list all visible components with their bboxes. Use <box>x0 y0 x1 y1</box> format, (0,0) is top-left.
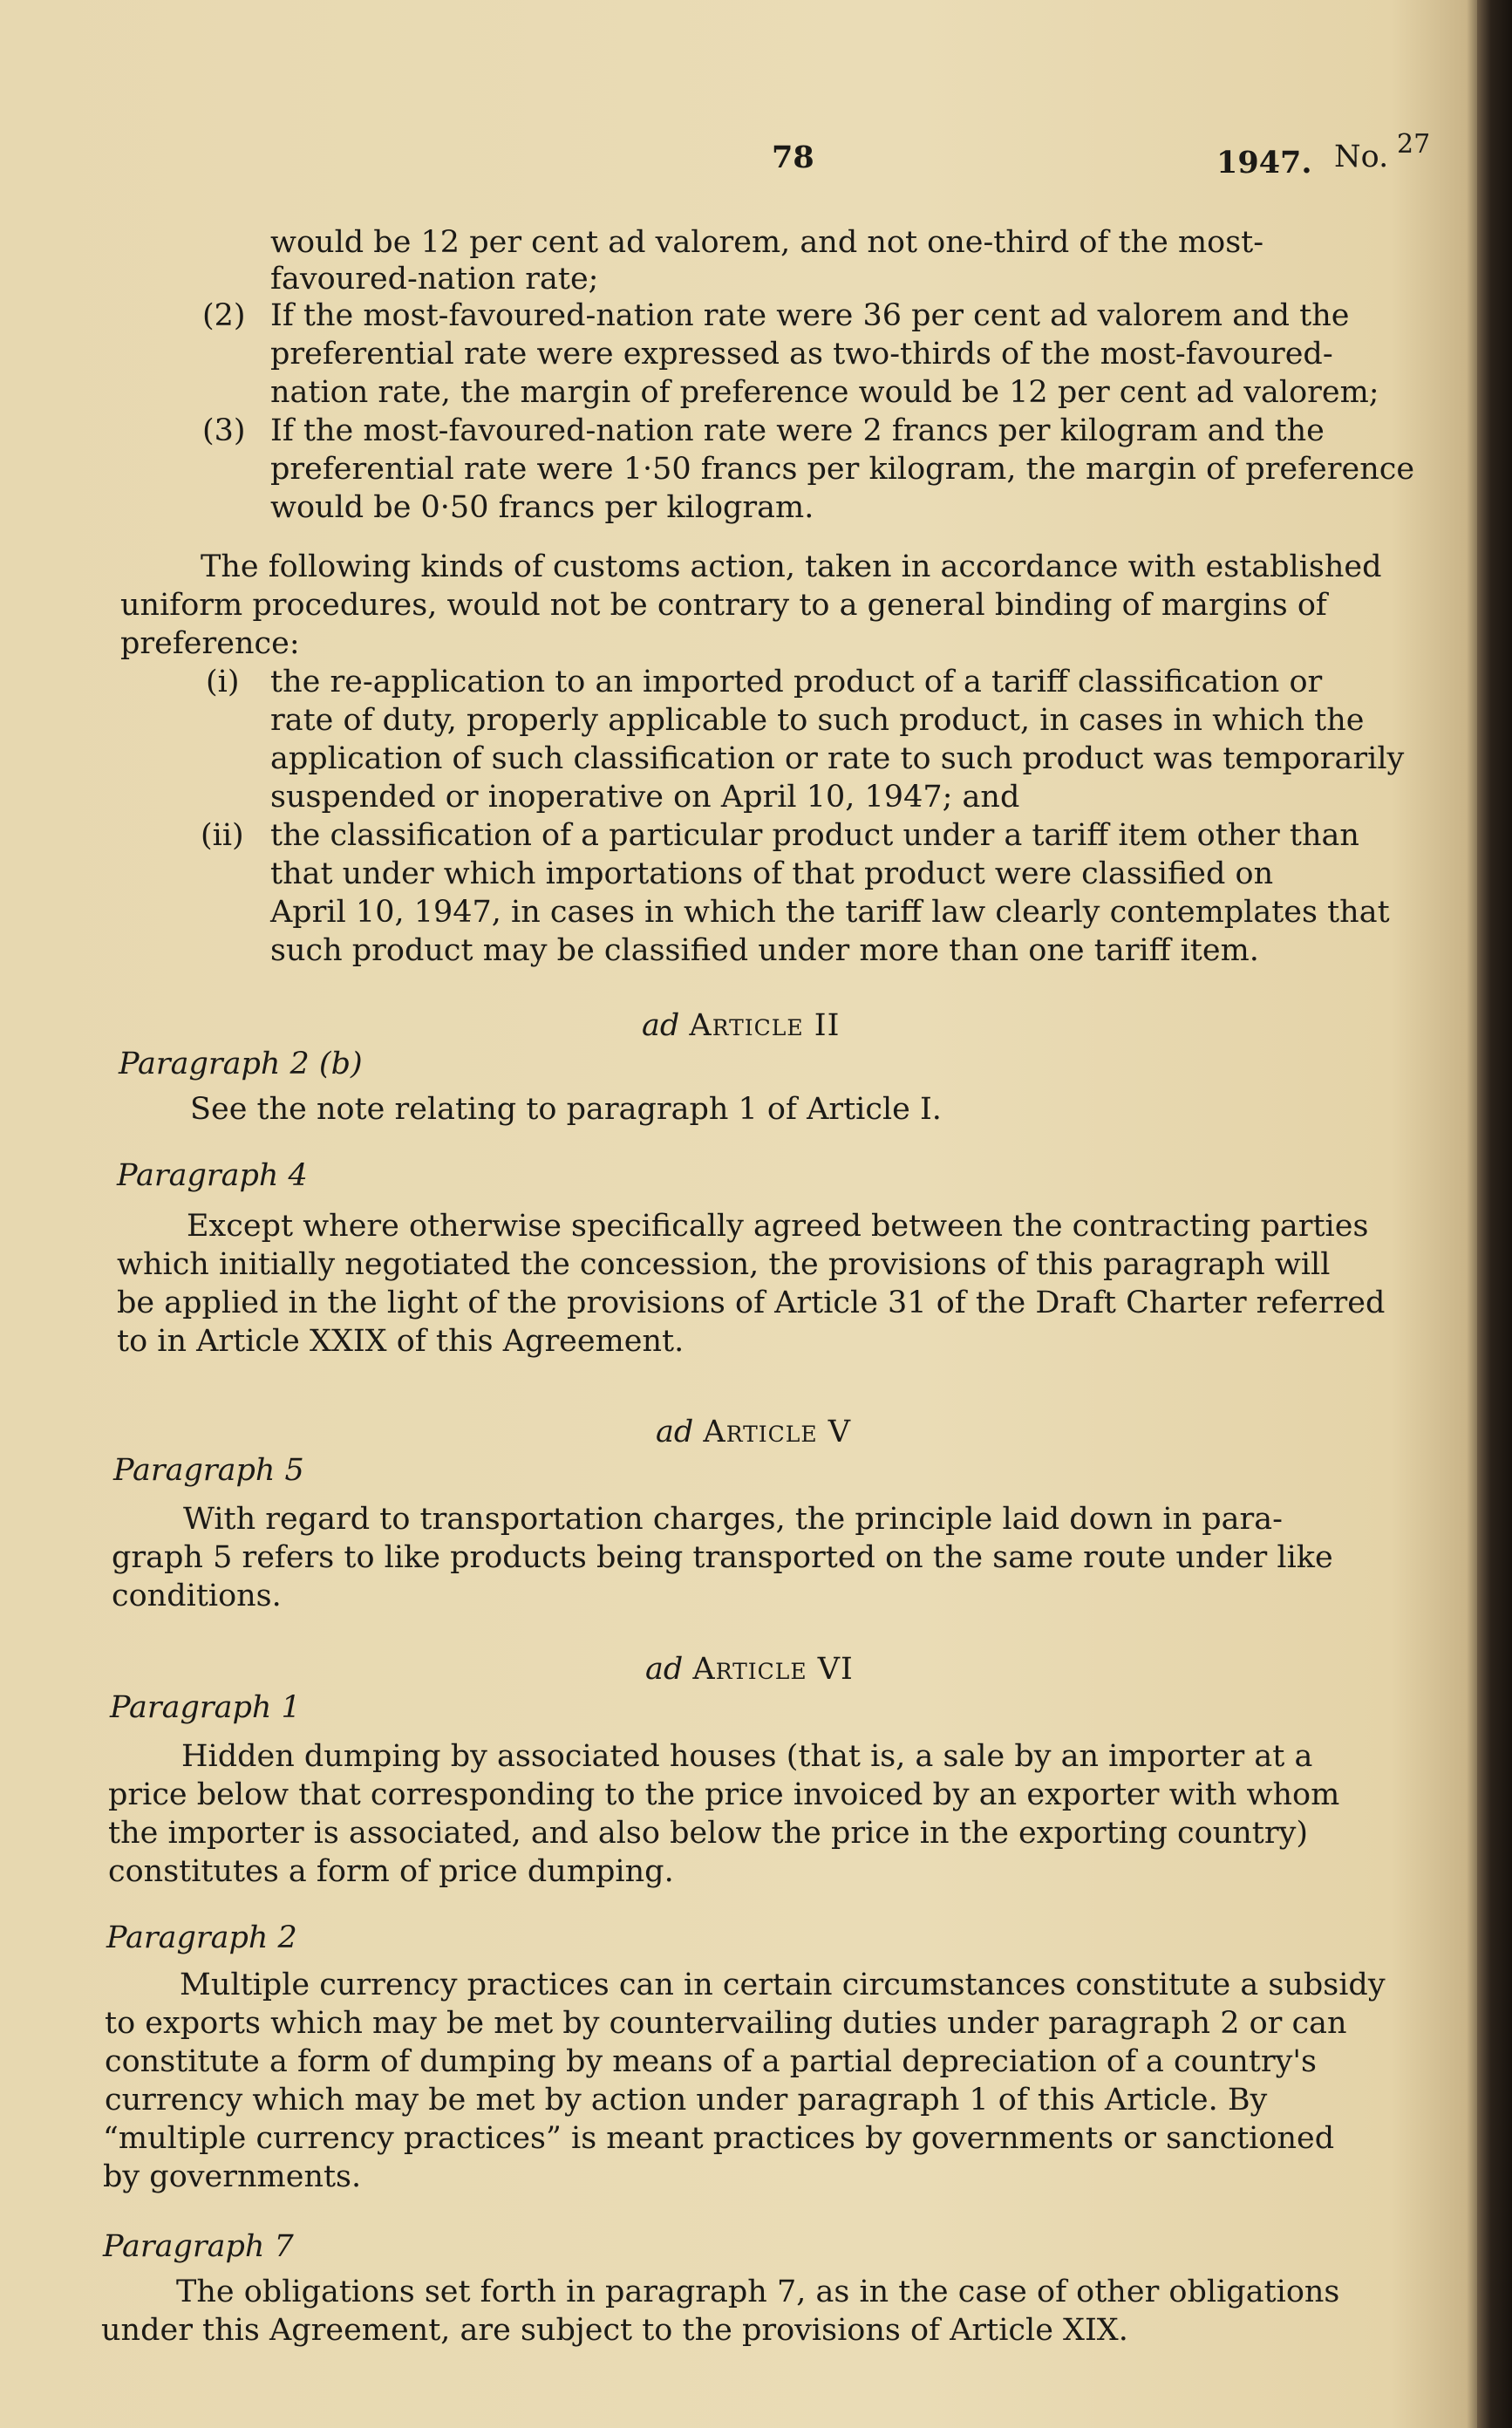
body-line: the importer is associated, and also below the price in the exporting country) <box>108 1816 1309 1851</box>
body-line: that under which importations of that product were classified on <box>270 856 1274 891</box>
body-line: under this Agreement, are subject to the provisions of Article XIX. <box>101 2313 1128 2348</box>
section-heading <box>645 1650 854 1688</box>
body-line: uniform procedures, would not be contrary to a general binding of margins of <box>120 588 1327 623</box>
body-line: currency which may be met by action under paragraph 1 of this Article. By <box>105 2083 1268 2118</box>
body-line: nation rate, the margin of preference would be 12 per cent ad valorem; <box>270 375 1379 410</box>
page-header <box>0 129 1512 183</box>
body-line: preferential rate were expressed as two-thirds of the most-favoured- <box>270 337 1333 372</box>
body-line: If the most-favoured-nation rate were 2 francs per kilogram and the <box>270 413 1325 448</box>
body-line: which initially negotiated the concession, the provisions of this paragraph will <box>117 1247 1331 1282</box>
header-no-value: 27 <box>1397 129 1431 160</box>
body-line: suspended or inoperative on April 10, 1947; and <box>270 780 1020 815</box>
body-line: preferential rate were 1·50 francs per kilogram, the margin of preference <box>270 452 1415 487</box>
paragraph-title: Paragraph 4 <box>117 1158 308 1193</box>
paragraph-title: Paragraph 5 <box>113 1453 304 1488</box>
paragraph-title: Paragraph 7 <box>103 2229 294 2264</box>
body-line: to exports which may be met by countervailing duties under paragraph 2 or can <box>105 2006 1347 2041</box>
body-line: Except where otherwise specifically agreed between the contracting parties <box>187 1209 1369 1244</box>
item-number: (i) <box>206 665 240 699</box>
body-line: With regard to transportation charges, the principle laid down in para- <box>183 1502 1283 1537</box>
paragraph-title: Paragraph 2 <box>106 1920 297 1955</box>
body-line: The following kinds of customs action, taken in accordance with established <box>201 549 1382 584</box>
body-line: preference: <box>120 626 300 661</box>
body-line: If the most-favoured-nation rate were 36 per cent ad valorem and the <box>270 298 1350 333</box>
paragraph-title: Paragraph 1 <box>110 1690 301 1725</box>
body-line: by governments. <box>103 2159 362 2194</box>
section-heading <box>656 1413 851 1451</box>
paragraph-title: Paragraph 2 (b) <box>119 1047 363 1081</box>
body-line: The obligations set forth in paragraph 7, as in the case of other obligations <box>176 2275 1340 2309</box>
body-line: conditions. <box>112 1579 282 1613</box>
page-number: 78 <box>772 140 814 175</box>
body-line: the re-application to an imported product of a tariff classification or <box>270 665 1323 699</box>
heading-article: Article V <box>703 1415 852 1449</box>
body-line: Multiple currency practices can in certain circumstances constitute a subsidy <box>180 1968 1386 2002</box>
item-number: (ii) <box>201 818 244 853</box>
body-line: graph 5 refers to like products being transported on the same route under like <box>112 1540 1333 1575</box>
body-line: April 10, 1947, in cases in which the tariff law clearly contemplates that <box>270 895 1390 930</box>
body-line: rate of duty, properly applicable to such product, in cases in which the <box>270 703 1365 738</box>
item-number: (2) <box>202 298 246 333</box>
body-line: application of such classification or rate to such product was temporarily <box>270 741 1405 776</box>
body-line: such product may be classified under more than one tariff item. <box>270 933 1259 968</box>
heading-ad: ad <box>656 1415 694 1449</box>
body-line: price below that corresponding to the price invoiced by an exporter with whom <box>108 1777 1340 1812</box>
body-line: Hidden dumping by associated houses (that is, a sale by an importer at a <box>181 1739 1313 1774</box>
body-line: be applied in the light of the provisions of Article 31 of the Draft Charter referred <box>117 1286 1386 1320</box>
header-year: 1947. <box>1216 145 1312 181</box>
item-number: (3) <box>202 413 246 448</box>
body-line: the classification of a particular product under a tariff item other than <box>270 818 1359 853</box>
body-line: See the note relating to paragraph 1 of Article I. <box>190 1092 942 1127</box>
body-line: would be 12 per cent ad valorem, and not one-third of the most- <box>270 225 1264 260</box>
heading-ad: ad <box>645 1652 684 1687</box>
body-line: would be 0·50 francs per kilogram. <box>270 490 814 525</box>
body-line: constitute a form of dumping by means of a partial depreciation of a country's <box>105 2044 1317 2079</box>
header-no-label: No. <box>1334 140 1389 174</box>
heading-article: Article II <box>689 1008 841 1043</box>
heading-article: Article VI <box>692 1652 854 1687</box>
body-line: to in Article XXIX of this Agreement. <box>117 1324 684 1359</box>
body-line: “multiple currency practices” is meant practices by governments or sanctioned <box>103 2121 1335 2156</box>
body-line: constitutes a form of price dumping. <box>108 1854 674 1889</box>
heading-ad: ad <box>642 1008 680 1043</box>
book-gutter <box>1477 0 1512 2428</box>
body-line: favoured-nation rate; <box>270 262 599 297</box>
section-heading <box>642 1006 840 1045</box>
